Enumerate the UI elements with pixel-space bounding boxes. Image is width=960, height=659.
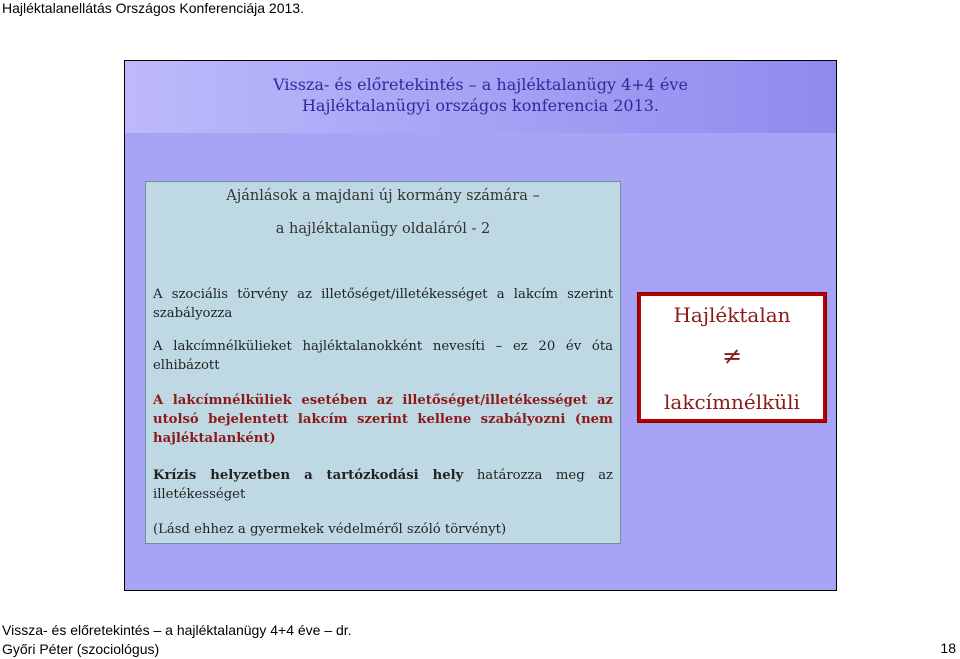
crisis-rest-text: határozza meg az illetékességet: [153, 468, 613, 502]
not-equal-box: [637, 292, 827, 423]
page-header-title: Hajléktalanellátás Országos Konferenciája 2013.: [2, 0, 304, 16]
slide-title-line2: Hajléktalanügyi országos konferencia 2013.: [301, 96, 660, 115]
page-number: 18: [940, 640, 956, 656]
box-heading-line1: Ajánlások a majdani új kormány számára –: [226, 188, 540, 204]
box-heading-line2: a hajléktalanügy oldaláról - 2: [275, 221, 491, 237]
not-equal-box-inner: [641, 296, 823, 419]
not-equal-symbol: ≠: [721, 342, 743, 370]
homeless-label: Hajléktalan: [673, 303, 791, 327]
slide-title-line1: Vissza- és előretekintés – a hajléktalanügy 4+4 éve: [273, 75, 688, 94]
slide-title: [125, 74, 836, 116]
paragraph-see-also: (Lásd ehhez a gyermekek védelméről szóló törvényt): [153, 522, 507, 537]
addressless-label: lakcímnélküli: [664, 390, 800, 414]
footer-line1: Vissza- és előretekintés – a hajléktalanügy 4+4 éve – dr.: [2, 622, 352, 638]
recommendations-box: [145, 181, 621, 544]
crisis-bold-text: Krízis helyzetben a tartózkodási hely: [153, 468, 464, 483]
paragraph-social-law: A szociális törvény az illetőséget/illetékességet a lakcím szerint szabályozza: [153, 287, 613, 321]
footer-line2: Győri Péter (szociológus): [2, 641, 160, 657]
paragraph-addressless: A lakcímnélkülieket hajléktalanokként nevesíti – ez 20 év óta elhibázott: [153, 339, 613, 373]
paragraph-crisis: [153, 466, 613, 504]
page-footer: [2, 621, 352, 659]
paragraph-recommendation: A lakcímnélküliek esetében az illetőséget/illetékességet az utolsó bejelentett lakcím szerint kellene szabályozni (nem hajléktalanként): [153, 393, 613, 446]
